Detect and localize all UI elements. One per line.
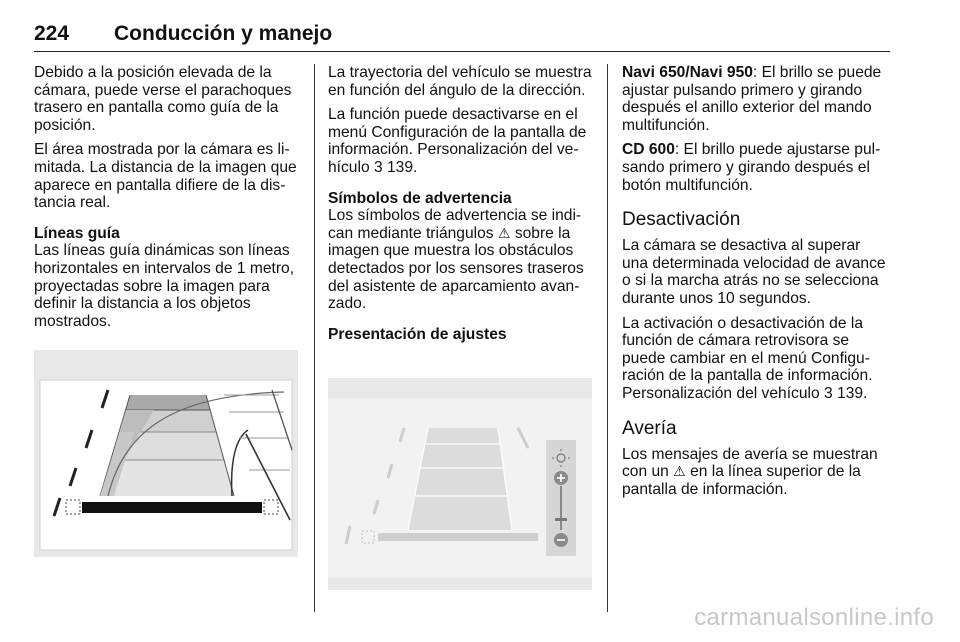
paragraph-text: La activación o desactivación de la función de cámara retrovisora se puede cambiar en el menú Configuración de la pantalla de información. Personalización del vehículo: [622, 314, 873, 402]
paragraph: [622, 446, 890, 499]
paragraph: Las líneas guía dinámicas son líneas horizontales en intervalos de 1 metro, proyectadas sobre la imagen para definir la distancia a los objetos mostrados.: [34, 242, 295, 330]
page-reference: 139.: [837, 384, 868, 402]
page-number: 224: [34, 22, 70, 45]
paragraph: [622, 64, 890, 134]
paragraph: La trayectoria del vehículo se muestra en función del ángulo de la dirección.: [328, 64, 592, 99]
brightness-settings-illustration: [328, 378, 592, 590]
paragraph: [622, 141, 890, 194]
model-label: Navi 650/Navi 950: [622, 64, 753, 81]
subheading-lineas-guia: Líneas guía: [34, 224, 120, 242]
subheading-presentacion: Presentación de ajustes: [328, 325, 507, 343]
paragraph-text: : El brillo se puede ajustar pulsando primero y girando después el anillo exterior del mando multifunción.: [622, 64, 882, 134]
column-3: [622, 64, 890, 505]
section-heading-averia: Avería: [622, 417, 677, 439]
guide-lines-camera-illustration: [34, 350, 298, 557]
column-divider: [314, 64, 315, 612]
model-label: CD 600: [622, 141, 675, 159]
watermark: carmanualsonline.info: [694, 604, 934, 631]
paragraph: El área mostrada por la cámara es limitada. La distancia de la imagen que aparece en pantalla difiere de la distancia real.: [34, 141, 297, 212]
paragraph-text: Los símbolos de advertencia se indican mediante triángulos: [328, 207, 582, 242]
column-divider: [607, 64, 608, 612]
column-2: [328, 64, 594, 350]
paragraph-text: La función puede desactivarse en el menú Configuración de la pantalla de información. Personalización del vehículo: [328, 106, 587, 176]
page-reference-arrow-icon: 3: [373, 158, 383, 176]
header-divider: [34, 51, 890, 52]
paragraph-text: sobre la imagen que muestra los obstáculos detectados por los sensores traseros del asistente de aparcamiento avanzado.: [328, 224, 584, 313]
section-heading-desactivacion: Desactivación: [622, 209, 741, 231]
paragraph: Debido a la posición elevada de la cámara, puede verse el parachoques trasero en pantalla como guía de la posición.: [34, 64, 292, 134]
paragraph: [328, 207, 594, 313]
paragraph-text: en la línea superior de la pantalla de información.: [622, 463, 861, 498]
page-title: Conducción y manejo: [114, 22, 333, 45]
column-1: [34, 64, 300, 337]
subheading-simbolos: Símbolos de advertencia: [328, 189, 512, 207]
paragraph-text: : El brillo puede ajustarse pulsando primero y girando después el botón multifunción.: [622, 141, 881, 194]
paragraph: La cámara se desactiva al superar una determinada velocidad de avance o si la marcha atrás no se selecciona durante unos 10 segundos.: [622, 237, 886, 307]
page-reference-arrow-icon: 3: [823, 384, 833, 402]
paragraph-text: Los mensajes de avería se muestran con un: [622, 445, 878, 481]
warning-triangle-icon: ⚠: [673, 463, 686, 480]
paragraph: [328, 106, 594, 176]
page-header: [34, 22, 890, 52]
warning-triangle-icon: ⚠: [497, 224, 511, 241]
paragraph: [622, 315, 890, 403]
page-reference: 139.: [387, 158, 418, 176]
